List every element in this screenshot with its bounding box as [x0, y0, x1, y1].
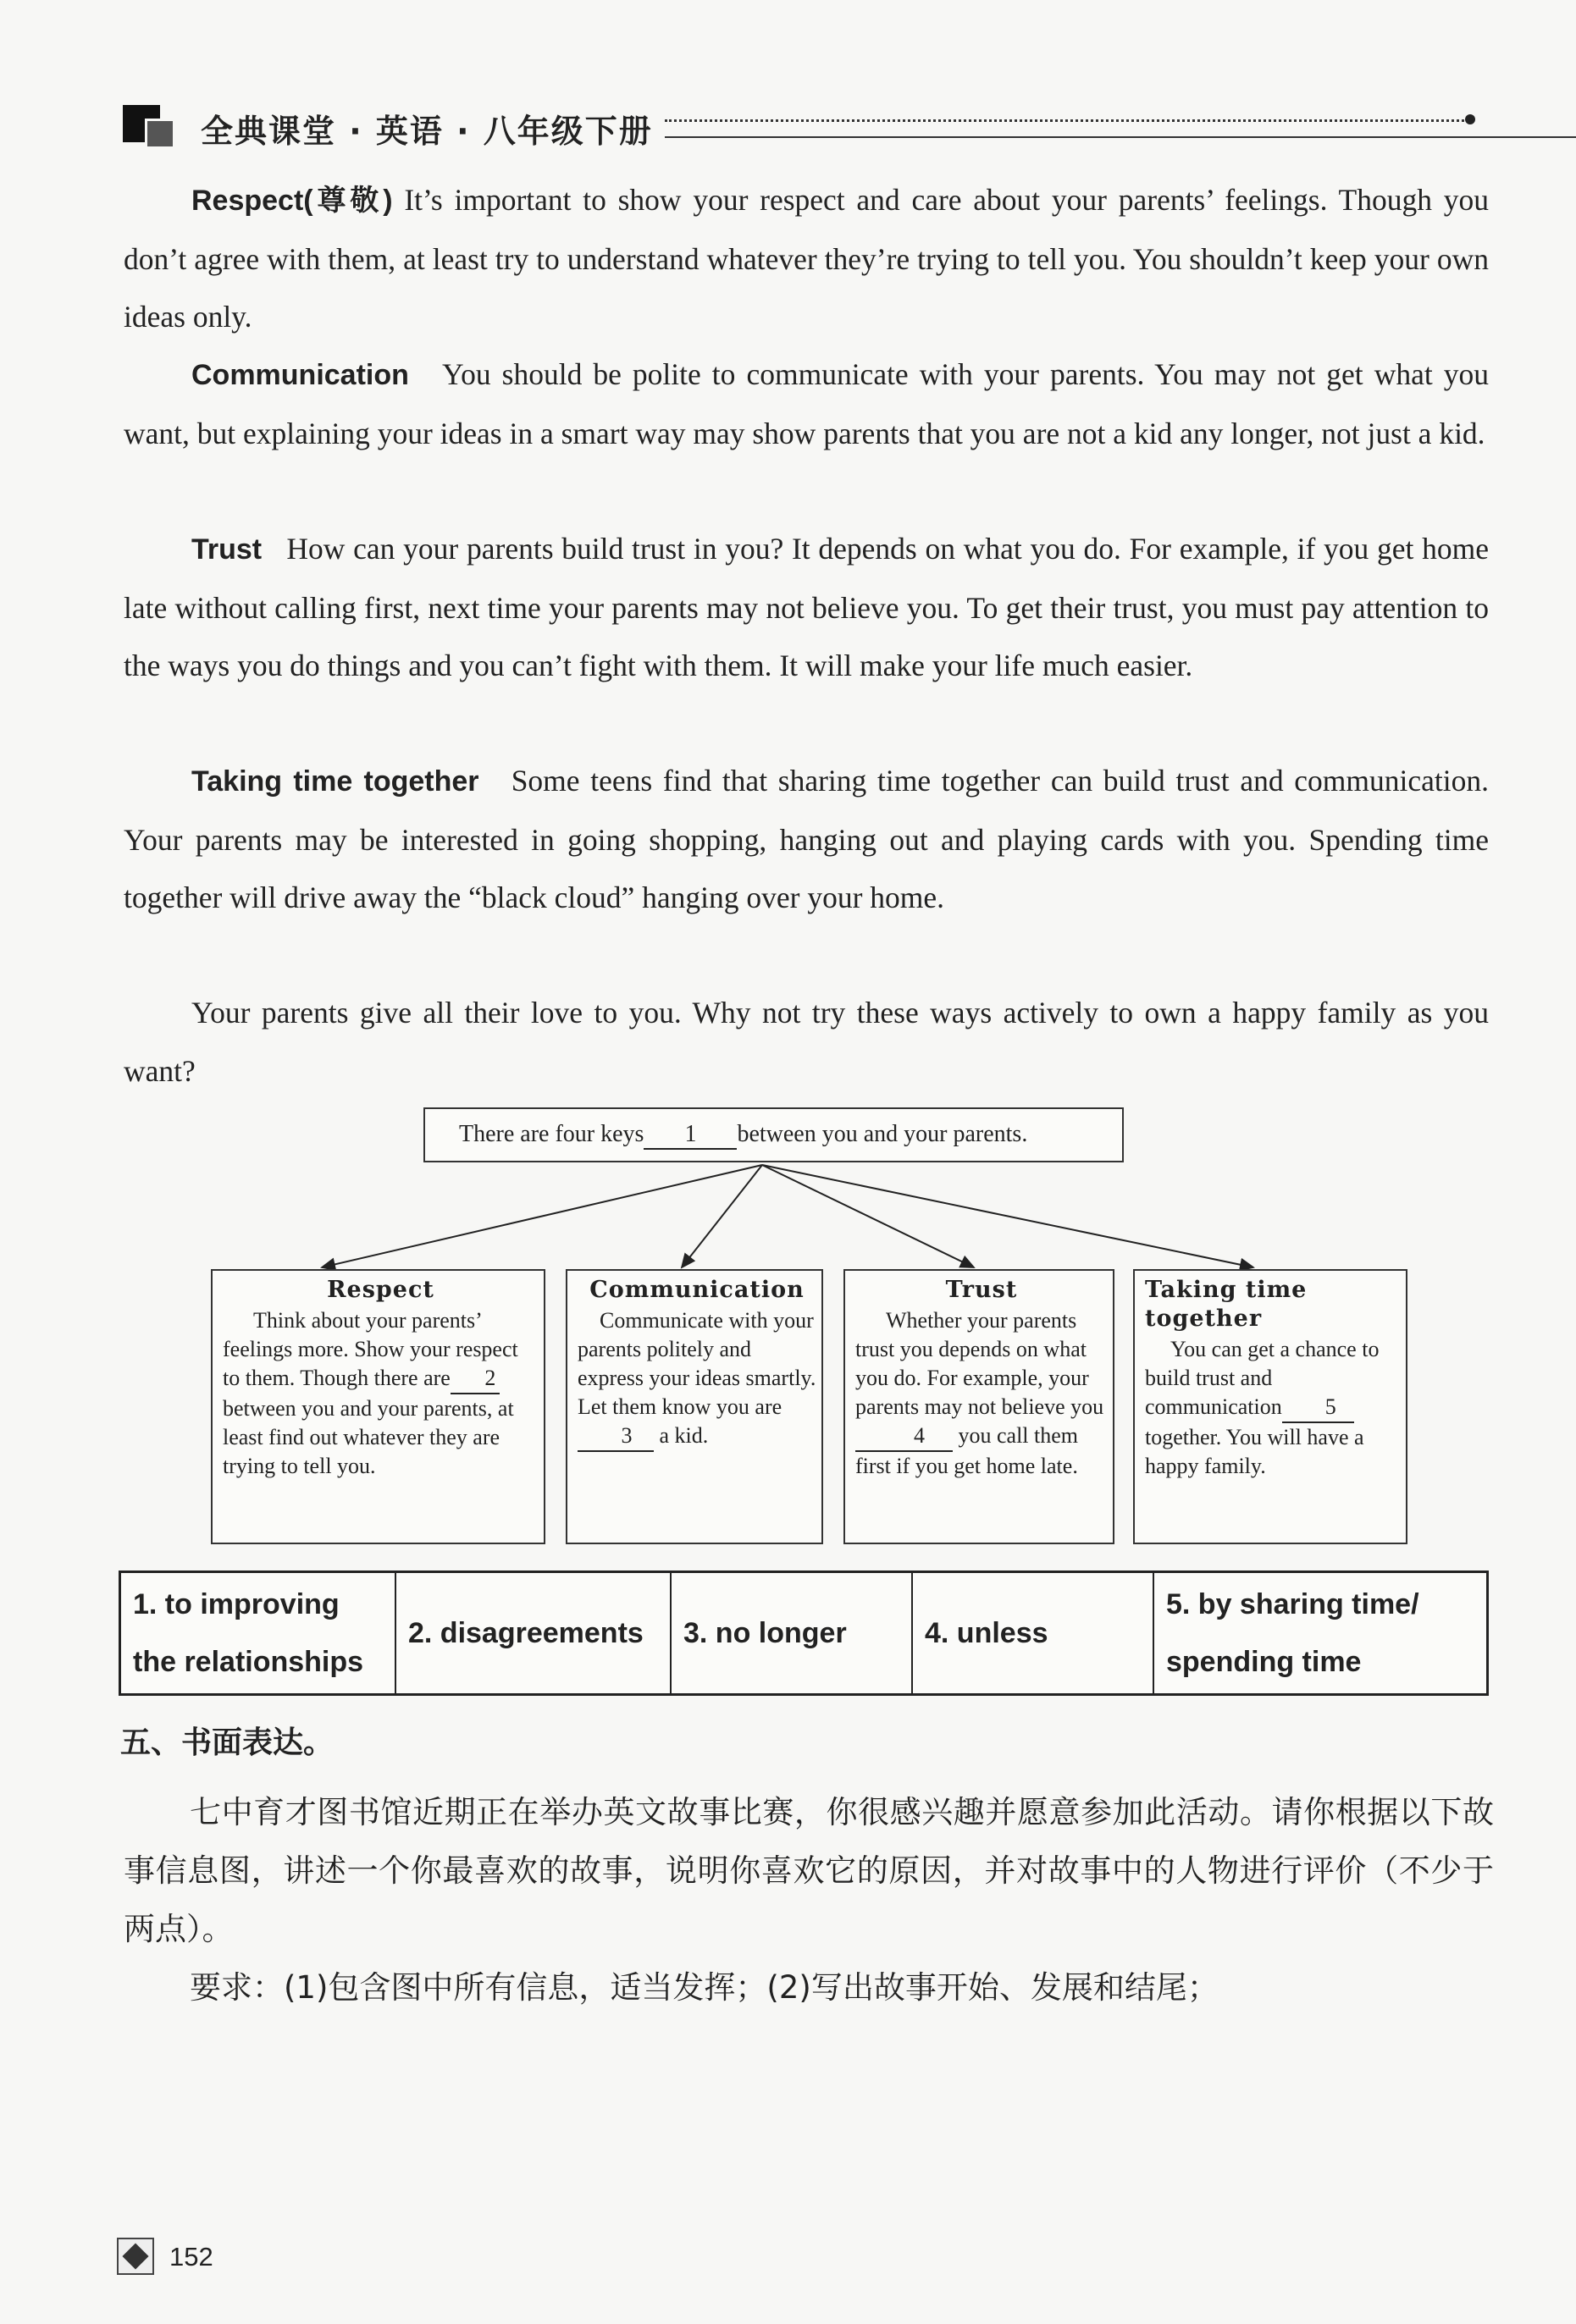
answer-cell: 5. by sharing time/ spending time — [1153, 1572, 1488, 1695]
paragraph-text: Your parents give all their love to you. Why not try these ways actively to own a happy family as you want? — [124, 996, 1489, 1088]
key-box-trust — [843, 1269, 1114, 1544]
key-text: Communicate with your parents politely and express your ideas smartly. Let them know you are3 a kid. — [578, 1306, 816, 1452]
answer-cell: 1. to improving the relationships — [120, 1572, 396, 1695]
arrow-to-respect — [322, 1165, 762, 1267]
answer-cell: 3. no longer — [671, 1572, 912, 1695]
blank-5: 5 — [1282, 1393, 1354, 1423]
book-title: 全典课堂 · 英语 · 八年级下册 — [201, 113, 653, 150]
key-box-taking-time — [1133, 1269, 1407, 1544]
table-row — [120, 1572, 1488, 1695]
key-text: Think about your parents’ feelings more. Show your respect to them. Though there are 2 between you and your parents, at least find out whatever they are trying to tell you. — [223, 1308, 518, 1478]
paragraph-label: Respect(尊敬) — [191, 185, 393, 217]
page-diamond-icon — [117, 2238, 154, 2275]
paragraph-text: You should be polite to communicate with your parents. You may not get what you want, but explaining your ideas in a smart way may show parents that you are not a kid any longer, not just a kid. — [124, 357, 1490, 450]
key-title: Respect — [327, 1277, 434, 1303]
answer-cell: 4. unless — [912, 1572, 1153, 1695]
section-requirement: 要求：(1)包含图中所有信息，适当发挥；(2)写出故事开始、发展和结尾； — [190, 1969, 1219, 2006]
blank-3: 3 — [578, 1421, 654, 1452]
key-title: Trust — [945, 1277, 1018, 1303]
answer-table — [119, 1570, 1489, 1696]
paragraph-text: How can your parents build trust in you? It depends on what you do. For example, if you get home late without calling first, next time your parents may not believe you. To get their trust, you must pay attention to the ways you do things and you can’t fight with them. It will make your life much easier. — [124, 532, 1490, 682]
page-number: 152 — [169, 2242, 213, 2272]
paragraph-label: Taking time together — [191, 765, 479, 798]
section-heading: 五、书面表达。 — [120, 1725, 335, 1760]
blank-4: 4 — [855, 1421, 953, 1452]
paragraph-label: Communication — [191, 359, 409, 391]
arrow-to-trust — [762, 1165, 974, 1267]
paragraph-text: Some teens find that sharing time together can build trust and communication. Your parents may be interested in going shopping, hanging out and playing cards with you. Spending time together will drive away the “black cloud” hanging over your home. — [124, 764, 1489, 914]
key-title: Taking time together — [1145, 1277, 1308, 1332]
paragraph-text: It’s important to show your respect and care about your parents’ feelings. Though you don’t agree with them, at least try to understand whatever they’re trying to tell you. You shouldn’t keep your own ideas only. — [124, 183, 1490, 334]
key-box-communication — [566, 1269, 823, 1544]
key-box-respect — [211, 1269, 545, 1544]
section-prompt: 七中育才图书馆近期正在举办英文故事比赛，你很感兴趣并愿意参加此活动。请你根据以下故事信息图，讲述一个你最喜欢的故事，说明你喜欢它的原因，并对故事中的人物进行评价（不少于两点）。 — [124, 1794, 1494, 1947]
answer-cell: 2. disagreements — [395, 1572, 671, 1695]
diagram-main-text: between you and your parents. — [737, 1121, 1028, 1147]
blank-2: 2 — [451, 1364, 500, 1394]
paragraph-label: Trust — [191, 533, 263, 566]
key-text: Whether your parents trust you depends on what you do. For example, your parents may not believe you4 you call them first if you get home late. — [855, 1308, 1104, 1478]
arrow-to-taking-time — [762, 1165, 1253, 1267]
diagram-main-text: There are four keys — [459, 1121, 644, 1147]
blank-1: 1 — [644, 1121, 737, 1150]
key-text: You can get a chance to build trust and communication 5 together. You will have a happy family. — [1145, 1337, 1380, 1478]
diagram-main-box — [423, 1107, 1124, 1162]
key-title: Communication — [589, 1277, 805, 1303]
